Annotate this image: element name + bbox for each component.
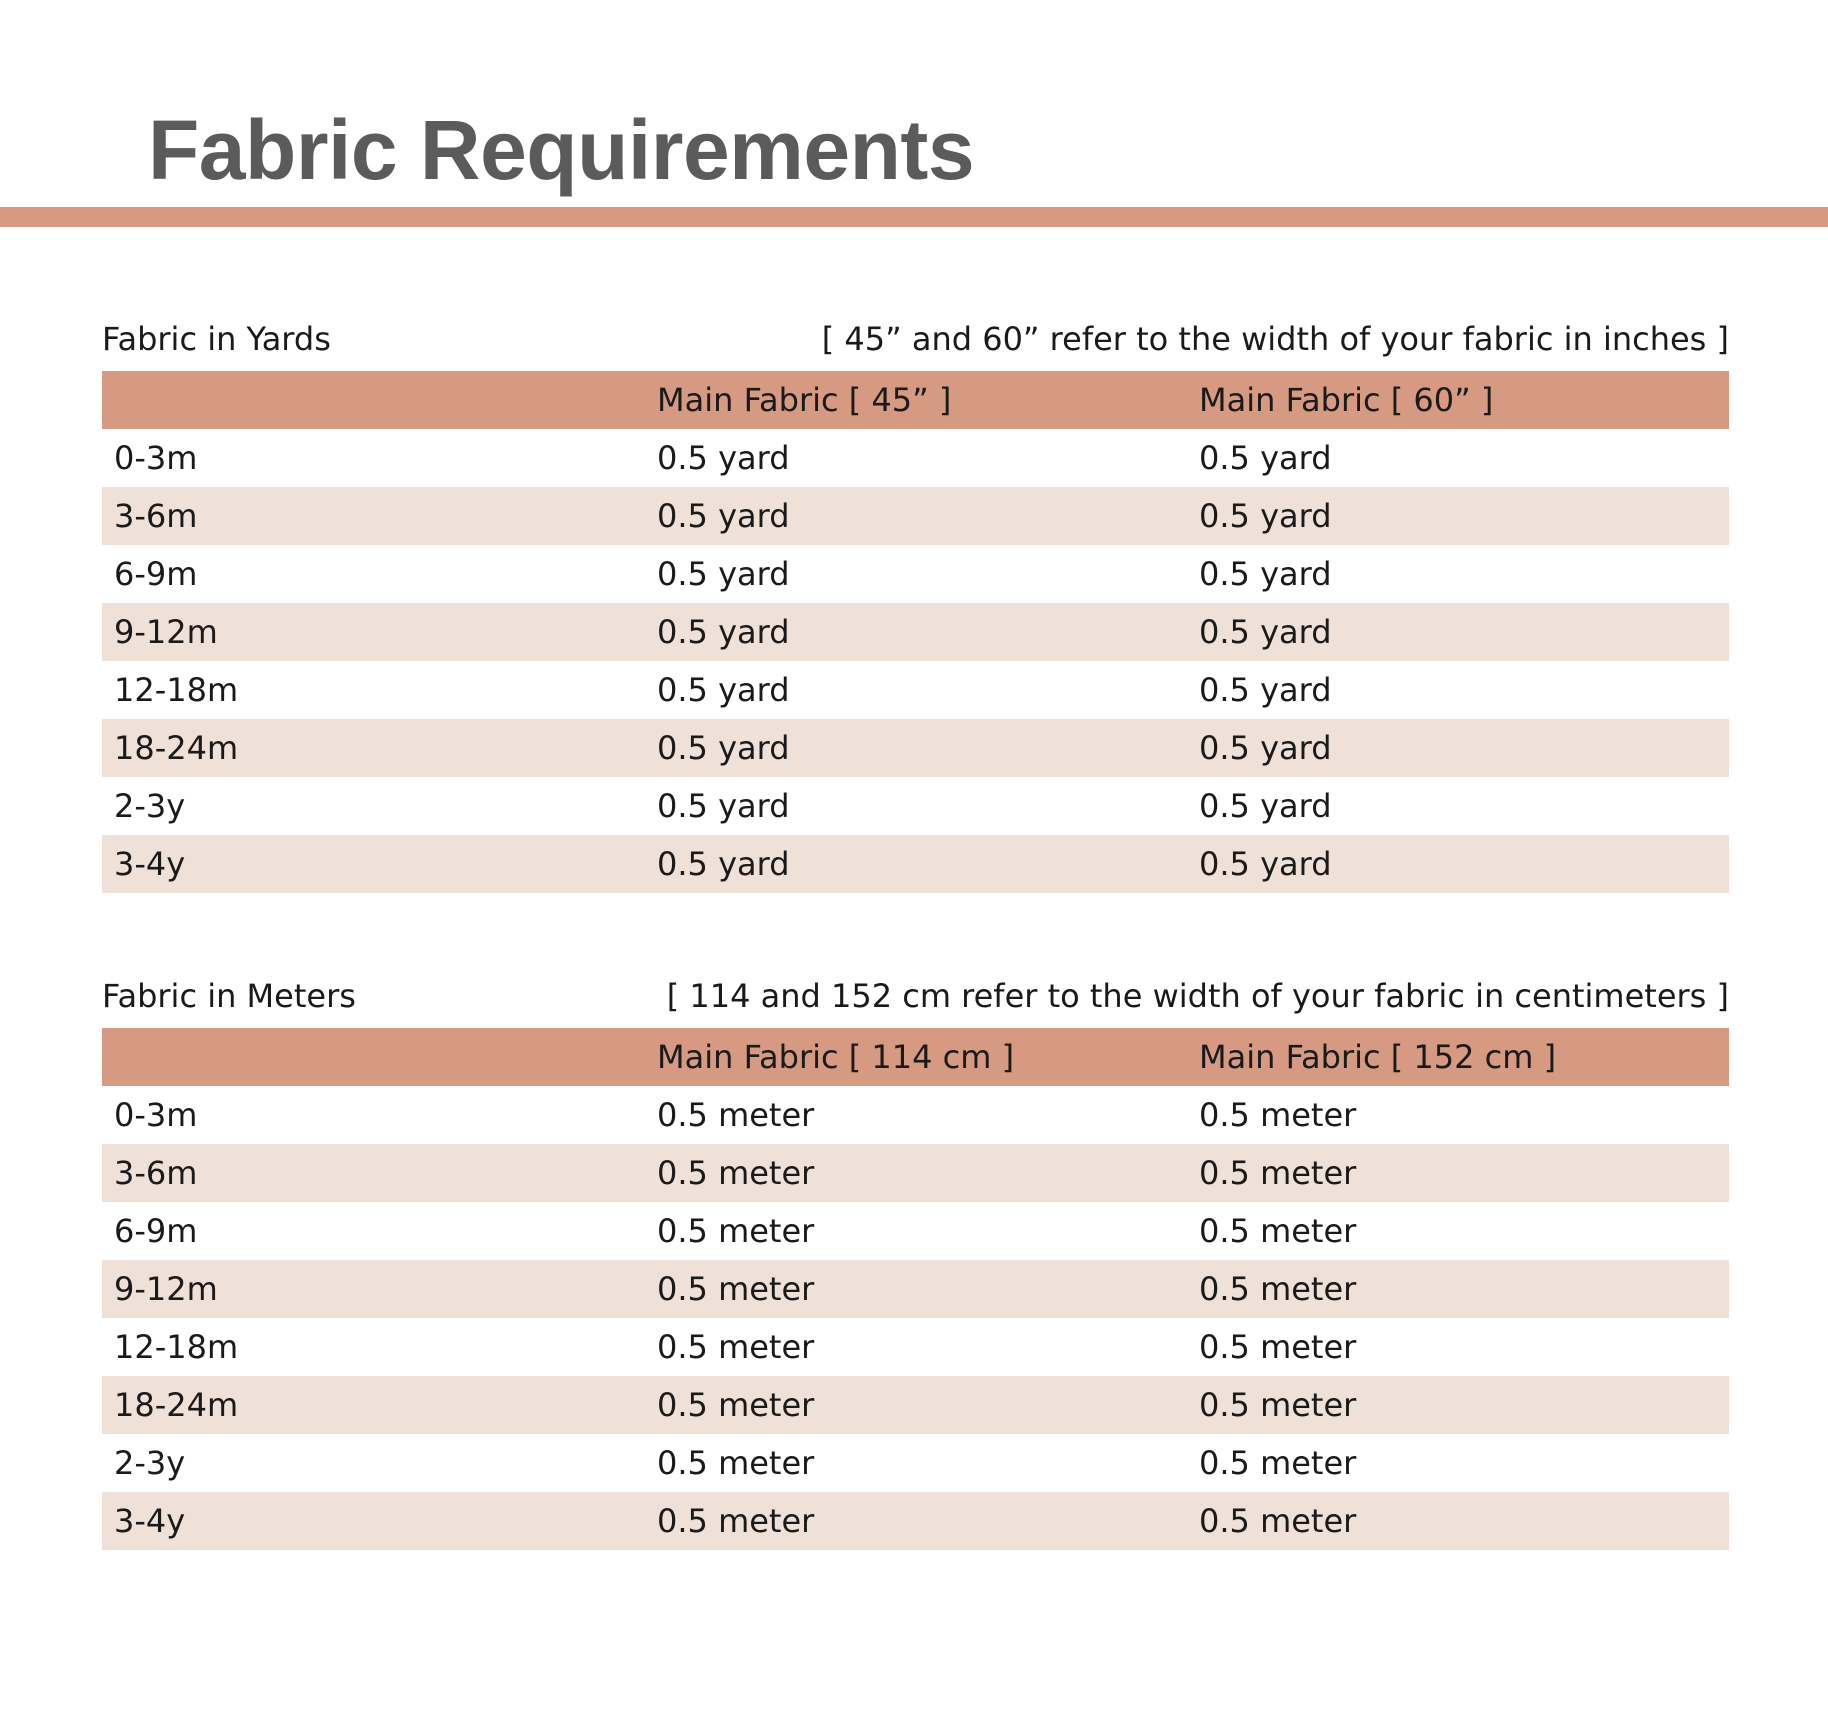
size-cell: 0-3m [114, 1096, 198, 1134]
table-row [102, 429, 1729, 487]
yards-width-note: [ 45” and 60” refer to the width of your fabric in inches ] [821, 320, 1729, 358]
table-row [102, 1086, 1729, 1144]
meterage-114-cell: 0.5 meter [657, 1444, 815, 1482]
table-row [102, 1202, 1729, 1260]
yardage-60-cell: 0.5 yard [1199, 787, 1332, 825]
yardage-60-cell: 0.5 yard [1199, 729, 1332, 767]
size-cell: 3-6m [114, 1154, 198, 1192]
table-row [102, 1492, 1729, 1550]
table-row [102, 1376, 1729, 1434]
meters-width-note: [ 114 and 152 cm refer to the width of your fabric in centimeters ] [666, 977, 1729, 1015]
size-cell: 12-18m [114, 671, 239, 709]
yardage-60-cell: 0.5 yard [1199, 613, 1332, 651]
yardage-60-cell: 0.5 yard [1199, 439, 1332, 477]
size-cell: 3-4y [114, 845, 186, 883]
main-fabric-152-header: Main Fabric [ 152 cm ] [1199, 1038, 1557, 1076]
meterage-152-cell: 0.5 meter [1199, 1444, 1357, 1482]
page-title: Fabric Requirements [148, 103, 975, 197]
yards-section [102, 313, 1729, 893]
meterage-152-cell: 0.5 meter [1199, 1096, 1357, 1134]
meterage-114-cell: 0.5 meter [657, 1096, 815, 1134]
main-fabric-114-header: Main Fabric [ 114 cm ] [657, 1038, 1015, 1076]
size-cell: 9-12m [114, 1270, 218, 1308]
table-row [102, 1318, 1729, 1376]
yardage-45-cell: 0.5 yard [657, 497, 790, 535]
table-header-row [102, 1028, 1729, 1086]
size-cell: 3-6m [114, 497, 198, 535]
table-row [102, 603, 1729, 661]
yardage-45-cell: 0.5 yard [657, 845, 790, 883]
yardage-45-cell: 0.5 yard [657, 671, 790, 709]
size-cell: 6-9m [114, 1212, 198, 1250]
meterage-114-cell: 0.5 meter [657, 1328, 815, 1366]
table-row [102, 777, 1729, 835]
main-fabric-45-header: Main Fabric [ 45” ] [657, 381, 952, 419]
table-row [102, 1434, 1729, 1492]
table-row [102, 835, 1729, 893]
size-cell: 2-3y [114, 787, 186, 825]
size-cell: 2-3y [114, 1444, 186, 1482]
meterage-114-cell: 0.5 meter [657, 1212, 815, 1250]
yards-section-header [102, 313, 1729, 371]
yards-table [102, 371, 1729, 893]
yardage-45-cell: 0.5 yard [657, 787, 790, 825]
meters-table [102, 1028, 1729, 1550]
meters-section-label: Fabric in Meters [102, 977, 356, 1015]
yardage-60-cell: 0.5 yard [1199, 555, 1332, 593]
yards-section-label: Fabric in Yards [102, 320, 331, 358]
meterage-152-cell: 0.5 meter [1199, 1270, 1357, 1308]
size-column-header [102, 1028, 645, 1086]
meterage-114-cell: 0.5 meter [657, 1270, 815, 1308]
size-cell: 0-3m [114, 439, 198, 477]
table-row [102, 487, 1729, 545]
yardage-60-cell: 0.5 yard [1199, 671, 1332, 709]
table-row [102, 719, 1729, 777]
meterage-114-cell: 0.5 meter [657, 1502, 815, 1540]
size-cell: 18-24m [114, 1386, 239, 1424]
size-cell: 18-24m [114, 729, 239, 767]
table-row [102, 545, 1729, 603]
table-header-row [102, 371, 1729, 429]
yardage-45-cell: 0.5 yard [657, 439, 790, 477]
meterage-152-cell: 0.5 meter [1199, 1502, 1357, 1540]
yardage-60-cell: 0.5 yard [1199, 845, 1332, 883]
size-column-header [102, 371, 645, 429]
title-divider [0, 207, 1828, 227]
size-cell: 12-18m [114, 1328, 239, 1366]
meterage-114-cell: 0.5 meter [657, 1386, 815, 1424]
meterage-152-cell: 0.5 meter [1199, 1328, 1357, 1366]
yardage-60-cell: 0.5 yard [1199, 497, 1332, 535]
main-fabric-60-header: Main Fabric [ 60” ] [1199, 381, 1494, 419]
yardage-45-cell: 0.5 yard [657, 613, 790, 651]
meterage-152-cell: 0.5 meter [1199, 1154, 1357, 1192]
yardage-45-cell: 0.5 yard [657, 555, 790, 593]
size-cell: 6-9m [114, 555, 198, 593]
meters-section [102, 970, 1729, 1550]
yardage-45-cell: 0.5 yard [657, 729, 790, 767]
table-row [102, 1144, 1729, 1202]
meterage-152-cell: 0.5 meter [1199, 1386, 1357, 1424]
meterage-114-cell: 0.5 meter [657, 1154, 815, 1192]
table-row [102, 1260, 1729, 1318]
size-cell: 3-4y [114, 1502, 186, 1540]
meterage-152-cell: 0.5 meter [1199, 1212, 1357, 1250]
table-row [102, 661, 1729, 719]
size-cell: 9-12m [114, 613, 218, 651]
meters-section-header [102, 970, 1729, 1028]
